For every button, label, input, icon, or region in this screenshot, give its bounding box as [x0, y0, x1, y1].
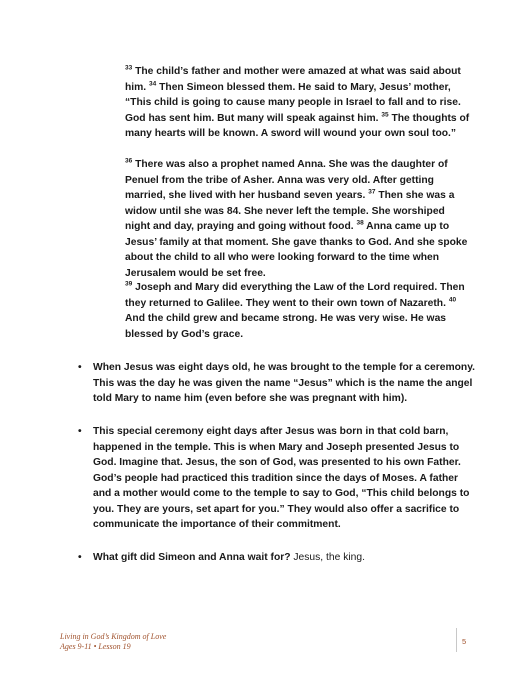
verse-number: 39: [125, 280, 133, 288]
bullet-icon: •: [78, 552, 82, 563]
verse-text: Then she was a widow until she was 84. She never left the temple. She worshiped night and day, praying and going without food.: [125, 190, 455, 232]
scripture-paragraph-1: [125, 64, 470, 142]
bullet-icon: •: [78, 426, 82, 437]
verse-number: 40: [448, 296, 457, 304]
question-text: What gift did Simeon and Anna wait for?: [93, 552, 291, 563]
verse-number: 38: [356, 219, 364, 227]
verse-text: Joseph and Mary did everything the Law of the Lord required. Then they returned to Galilee. They went to their own town of Nazareth.: [125, 282, 465, 309]
bullet-item-question: [78, 550, 478, 566]
verse-number: 33: [125, 64, 133, 72]
verse-number: 35: [381, 111, 389, 119]
verse-text: Then Simeon blessed them. He said to Mary, Jesus’ mother, “This child is going to cause many people in Israel to fall and to rise. God has sent him. But many will speak against him.: [125, 81, 461, 124]
verse-text: Anna came up to Jesus’ family at that moment. She gave thanks to God. And she spoke about the child to all who were looking forward to the time when Jerusalem would be set free.: [125, 221, 468, 279]
verse-text: The thoughts of many hearts will be known. A sword will wound your own soul too.”: [125, 112, 470, 139]
bullet-text: This special ceremony eight days after Jesus was born in that cold barn, happened in the temple. This is when Mary and Joseph presented Jesus to God. Imagine that. Jesus, the son of God, was presented to his own Father. God’s people had practiced this tradition since the days of Moses. A father and a mother would come to the temple to say to God, “This child belongs to you. They are yours, set apart for you.” They would also offer a sacrifice to communicate the importance of their commitment.: [93, 426, 470, 530]
footer-divider: [456, 628, 457, 652]
answer-text: Jesus, the king.: [290, 552, 365, 563]
verse-text: There was also a prophet named Anna. She was the daughter of Penuel from the tribe of Asher. Anna was very old. After getting married, she lived with her husband seven years.: [125, 159, 448, 201]
footer: [60, 632, 166, 652]
verse-number: 34: [149, 80, 157, 88]
scripture-paragraph-3: [125, 280, 470, 342]
bullet-text: [93, 550, 478, 566]
bullet-item: [78, 424, 478, 533]
bullet-icon: •: [78, 362, 82, 373]
verse-number: 36: [125, 157, 133, 165]
footer-title: Living in God’s Kingdom of Love: [60, 632, 167, 641]
verse-number: 37: [368, 188, 376, 196]
scripture-paragraph-2: [125, 157, 470, 281]
page-number: 5: [462, 637, 467, 646]
bullet-text: When Jesus was eight days old, he was brought to the temple for a ceremony. This was the day he was given the name “Jesus” which is the name the angel told Mary to name him (even before she was pregnant with him).: [93, 362, 476, 404]
verse-text: And the child grew and became strong. He was very wise. He was blessed by God’s grace.: [125, 313, 447, 340]
verse-text: The child’s father and mother were amazed at what was said about him.: [125, 66, 461, 93]
bullet-item: [78, 360, 478, 407]
footer-subtitle: Ages 9-11 • Lesson 19: [60, 642, 131, 651]
